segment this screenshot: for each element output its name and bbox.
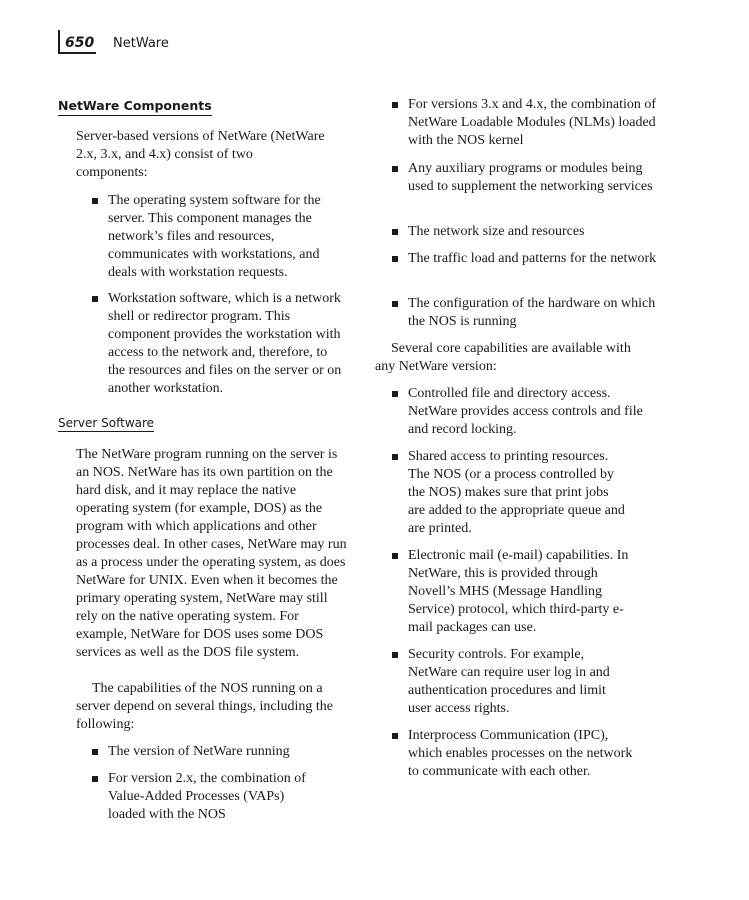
header-bar	[58, 30, 60, 54]
list-item: Interprocess Communication (IPC), which enables processes on the network to communicate with each other.	[392, 727, 642, 781]
list-item: The network size and resources	[392, 223, 660, 241]
list-item: Controlled file and directory access. NetWare provides access controls and file and record locking.	[392, 385, 644, 439]
list-item: Workstation software, which is a network shell or redirector program. This component provides the workstation with access to the network and, therefore, to the resources and files on the server or on another workstation.	[92, 290, 342, 398]
bullet-square-icon	[92, 776, 98, 782]
page-number: 650	[65, 35, 95, 51]
bullet-square-icon	[392, 166, 398, 172]
list-item: The version of NetWare running	[92, 743, 342, 761]
bullet-square-icon	[392, 256, 398, 262]
bullet-square-icon	[392, 454, 398, 460]
bullet-square-icon	[92, 296, 98, 302]
list-item: For versions 3.x and 4.x, the combination of NetWare Loadable Modules (NLMs) loaded with the NOS kernel	[392, 96, 660, 150]
subsection-heading: Server Software	[58, 416, 155, 430]
bullet-square-icon	[92, 749, 98, 755]
bullet-square-icon	[392, 301, 398, 307]
bullet-square-icon	[392, 102, 398, 108]
section-heading: NetWare Components	[58, 98, 212, 116]
bullet-square-icon	[392, 733, 398, 739]
capabilities-intro-paragraph: The capabilities of the NOS running on a server depend on several things, including the following:	[76, 681, 333, 732]
server-software-paragraph: The NetWare program running on the server is an NOS. NetWare has its own partition on the hard disk, and it may replace the native operating system (for example, DOS) as the program with which applications and other processes deal. In other cases, NetWare may run as a process under the operating system, as does NetWare for UNIX. Even when it becomes the primary operating system, NetWare may still rely on the native operating system. For example, NetWare for DOS uses some DOS services as well as the DOS file system.	[76, 447, 347, 660]
list-item: The traffic load and patterns for the network	[392, 250, 660, 268]
bullet-square-icon	[392, 652, 398, 658]
list-item: Electronic mail (e-mail) capabilities. In NetWare, this is provided through Novell’s MHS (Message Handling Service) protocol, which third-party e-mail packages can use.	[392, 547, 636, 637]
bullet-square-icon	[92, 198, 98, 204]
core-capabilities-paragraph: Several core capabilities are available with any NetWare version:	[375, 341, 631, 374]
list-item: Shared access to printing resources. The NOS (or a process controlled by the NOS) makes sure that print jobs are added to the appropriate queue and are printed.	[392, 448, 628, 538]
running-title: NetWare	[113, 36, 169, 51]
list-item: For version 2.x, the combination of Value-Added Processes (VAPs) loaded with the NOS	[92, 770, 322, 824]
bullet-square-icon	[392, 553, 398, 559]
bullet-square-icon	[392, 229, 398, 235]
list-item: The configuration of the hardware on which the NOS is running	[392, 295, 660, 331]
list-item: The operating system software for the server. This component manages the network’s files and resources, communicates with workstations, and deals with workstation requests.	[92, 192, 342, 282]
list-item: Security controls. For example, NetWare can require user log in and authentication procedures and limit user access rights.	[392, 646, 632, 718]
header-rule	[58, 52, 96, 54]
list-item: Any auxiliary programs or modules being used to supplement the networking services	[392, 160, 660, 196]
intro-paragraph: Server-based versions of NetWare (NetWare 2.x, 3.x, and 4.x) consist of two components:	[76, 129, 325, 180]
bullet-square-icon	[392, 391, 398, 397]
